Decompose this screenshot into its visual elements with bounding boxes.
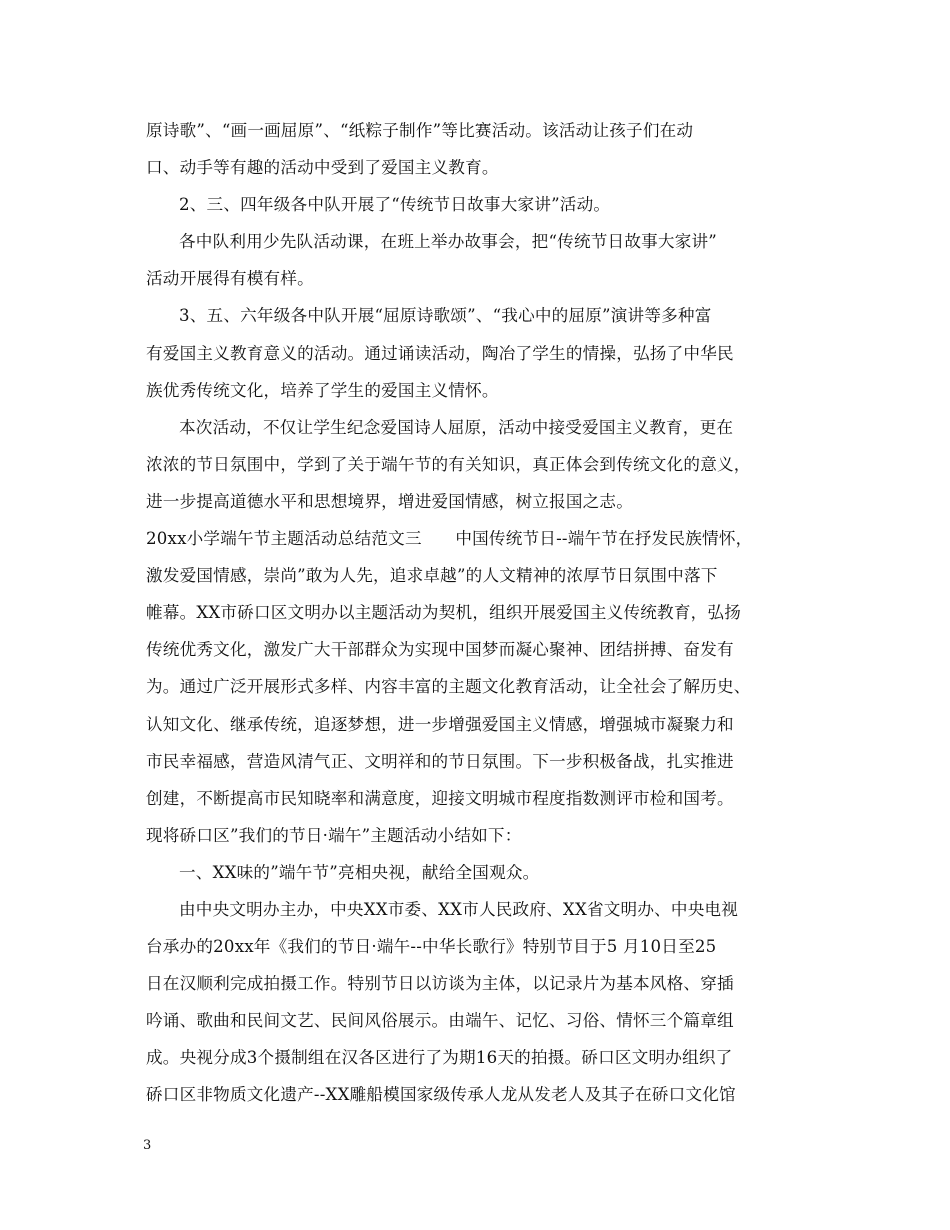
text-line: 市民幸福感，营造风清气正、文明祥和的节日氛围。下一步积极备战，扎实推进: [146, 751, 734, 771]
text-line: 日在汉顺利完成拍摄工作。特别节日以访谈为主体，以记录片为基本风格、穿插: [146, 974, 734, 994]
text-line: 吟诵、歌曲和民间文艺、民间风俗展示。由端午、记忆、习俗、情怀三个篇章组: [146, 1011, 734, 1031]
text-line: 一、XX味的”端午节”亮相央视，献给全国观众。: [179, 862, 540, 882]
text-line: 创建，不断提高市民知晓率和满意度，迎接文明城市程度指数测评市检和国考。: [146, 788, 734, 808]
text-line: 认知文化、继承传统，追逐梦想，进一步增强爱国主义情感，增强城市凝聚力和: [146, 714, 734, 734]
text-line: 有爱国主义教育意义的活动。通过诵读活动，陶冶了学生的情操，弘扬了中华民: [146, 343, 734, 363]
body-text: [146, 112, 810, 1114]
text-line: 族优秀传统文化，培养了学生的爱国主义情怀。: [146, 380, 499, 400]
text-line: 传统优秀文化，激发广大干部群众为实现中国梦而凝心聚神、团结拼搏、奋发有: [146, 640, 734, 660]
text-line: 成。央视分成3个摄制组在汉各区进行了为期16天的拍摄。硚口区文明办组织了: [146, 1048, 733, 1068]
text-line: 20xx小学端午节主题活动总结范文三 中国传统节日--端午节在抒发民族情怀，: [146, 529, 753, 549]
text-line: 激发爱国情感，崇尚”敢为人先，追求卓越”的人文精神的浓厚节日氛围中落下: [146, 566, 718, 586]
text-line: 2、三、四年级各中队开展了“传统节日故事大家讲”活动。: [179, 195, 611, 215]
text-line: 现将硚口区”我们的节日·端午”主题活动小结如下：: [146, 825, 522, 845]
text-line: 台承办的20xx年《我们的节日·端午--中华长歌行》特别节目于5 月10日至25: [146, 937, 717, 957]
text-line: 为。通过广泛开展形式多样、内容丰富的主题文化教育活动，让全社会了解历史、: [146, 677, 751, 697]
text-line: 帷幕。XX市硚口区文明办以主题活动为契机，组织开展爱国主义传统教育，弘扬: [146, 603, 742, 623]
text-line: 3、五、六年级各中队开展“屈原诗歌颂”、“我心中的屈原”演讲等多种富: [179, 306, 712, 326]
text-line: 本次活动，不仅让学生纪念爱国诗人屈原，活动中接受爱国主义教育，更在: [179, 417, 734, 437]
text-line: 进一步提高道德水平和思想境界，增进爱国情感，树立报国之志。: [146, 491, 634, 511]
text-line: 口、动手等有趣的活动中受到了爱国主义教育。: [146, 158, 499, 178]
page-number: 3: [143, 1138, 152, 1153]
text-line: 原诗歌”、“画一画屈原”、“纸粽子制作”等比赛活动。该活动让孩子们在动: [146, 121, 694, 140]
text-line: 浓浓的节日氛围中，学到了关于端午节的有关知识，真正体会到传统文化的意义，: [146, 454, 751, 474]
text-line: 活动开展得有模有样。: [146, 269, 314, 289]
text-line: 硚口区非物质文化遗产--XX雕船模国家级传承人龙从发老人及其子在硚口文化馆: [146, 1085, 736, 1105]
text-line: 各中队利用少先队活动课，在班上举办故事会，把“传统节日故事大家讲”: [179, 232, 717, 252]
text-line: 由中央文明办主办，中央XX市委、XX市人民政府、XX省文明办、中央电视: [179, 899, 739, 919]
